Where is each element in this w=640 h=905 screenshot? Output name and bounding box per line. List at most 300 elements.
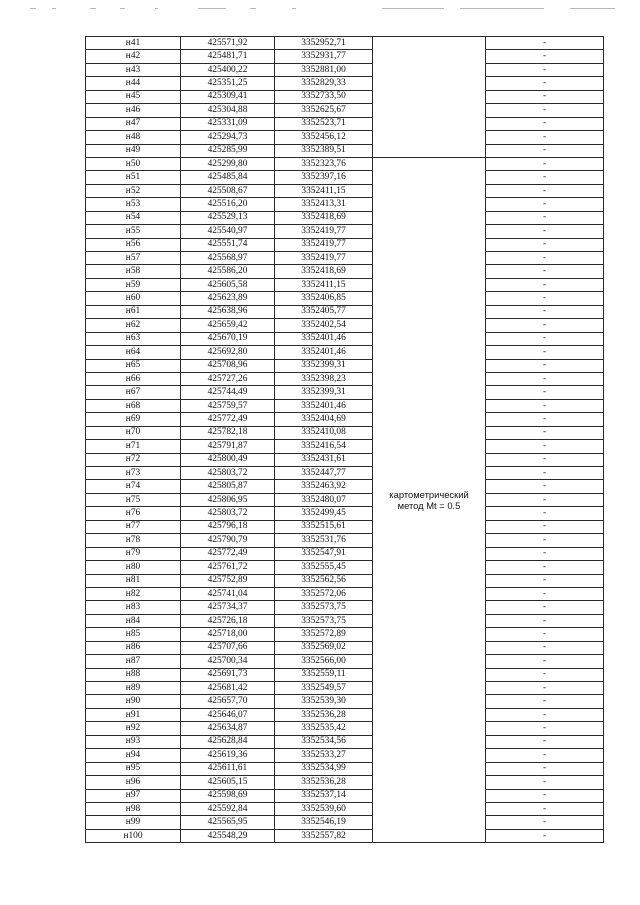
accuracy-cell: -	[486, 762, 604, 775]
point-name-cell: н48	[86, 131, 181, 144]
scan-header-artifact	[30, 8, 615, 14]
table-row	[86, 413, 604, 426]
accuracy-cell: -	[486, 547, 604, 560]
y-coordinate-cell: 3352401,46	[275, 399, 373, 412]
y-coordinate-cell: 3352401,46	[275, 346, 373, 359]
x-coordinate-cell: 425285,99	[181, 144, 275, 157]
y-coordinate-cell: 3352536,28	[275, 708, 373, 721]
y-coordinate-cell: 3352537,14	[275, 789, 373, 802]
accuracy-cell: -	[486, 319, 604, 332]
point-name-cell: н45	[86, 90, 181, 103]
y-coordinate-cell: 3352562,56	[275, 574, 373, 587]
point-name-cell: н92	[86, 722, 181, 735]
accuracy-cell: -	[486, 789, 604, 802]
accuracy-cell: -	[486, 574, 604, 587]
point-name-cell: н51	[86, 171, 181, 184]
accuracy-cell: -	[486, 104, 604, 117]
point-name-cell: н69	[86, 413, 181, 426]
table-row	[86, 278, 604, 291]
x-coordinate-cell: 425304,88	[181, 104, 275, 117]
x-coordinate-cell: 425485,84	[181, 171, 275, 184]
point-name-cell: н98	[86, 802, 181, 815]
x-coordinate-cell: 425759,57	[181, 399, 275, 412]
table-row	[86, 157, 604, 170]
x-coordinate-cell: 425634,87	[181, 722, 275, 735]
x-coordinate-cell: 425790,79	[181, 534, 275, 547]
point-name-cell: н49	[86, 144, 181, 157]
x-coordinate-cell: 425592,84	[181, 802, 275, 815]
accuracy-cell: -	[486, 816, 604, 829]
x-coordinate-cell: 425638,96	[181, 305, 275, 318]
accuracy-cell: -	[486, 802, 604, 815]
accuracy-cell: -	[486, 225, 604, 238]
accuracy-cell: -	[486, 682, 604, 695]
accuracy-cell: -	[486, 735, 604, 748]
point-name-cell: н95	[86, 762, 181, 775]
table-row	[86, 776, 604, 789]
table-row	[86, 50, 604, 63]
y-coordinate-cell: 3352733,50	[275, 90, 373, 103]
table-row	[86, 655, 604, 668]
table-row	[86, 735, 604, 748]
accuracy-cell: -	[486, 561, 604, 574]
accuracy-cell: -	[486, 278, 604, 291]
y-coordinate-cell: 3352419,77	[275, 225, 373, 238]
table-row	[86, 601, 604, 614]
accuracy-cell: -	[486, 601, 604, 614]
x-coordinate-cell: 425761,72	[181, 561, 275, 574]
point-name-cell: н59	[86, 278, 181, 291]
point-name-cell: н75	[86, 493, 181, 506]
point-name-cell: н70	[86, 426, 181, 439]
y-coordinate-cell: 3352829,33	[275, 77, 373, 90]
table-row	[86, 695, 604, 708]
table-row	[86, 346, 604, 359]
accuracy-cell: -	[486, 507, 604, 520]
method-cell-upper	[373, 37, 486, 158]
x-coordinate-cell: 425571,92	[181, 37, 275, 50]
y-coordinate-cell: 3352534,56	[275, 735, 373, 748]
table-row	[86, 789, 604, 802]
table-row	[86, 587, 604, 600]
point-name-cell: н78	[86, 534, 181, 547]
table-row	[86, 238, 604, 251]
y-coordinate-cell: 3352406,85	[275, 292, 373, 305]
y-coordinate-cell: 3352546,19	[275, 816, 373, 829]
y-coordinate-cell: 3352418,69	[275, 211, 373, 224]
accuracy-cell: -	[486, 493, 604, 506]
y-coordinate-cell: 3352515,61	[275, 520, 373, 533]
y-coordinate-cell: 3352557,82	[275, 829, 373, 842]
x-coordinate-cell: 425619,36	[181, 749, 275, 762]
point-name-cell: н81	[86, 574, 181, 587]
point-name-cell: н90	[86, 695, 181, 708]
accuracy-cell: -	[486, 668, 604, 681]
y-coordinate-cell: 3352401,46	[275, 332, 373, 345]
table-row	[86, 104, 604, 117]
point-name-cell: н41	[86, 37, 181, 50]
y-coordinate-cell: 3352410,08	[275, 426, 373, 439]
accuracy-cell: -	[486, 131, 604, 144]
x-coordinate-cell: 425744,49	[181, 386, 275, 399]
table-row	[86, 399, 604, 412]
y-coordinate-cell: 3352399,31	[275, 359, 373, 372]
y-coordinate-cell: 3352539,60	[275, 802, 373, 815]
point-name-cell: н53	[86, 198, 181, 211]
accuracy-cell: -	[486, 440, 604, 453]
point-name-cell: н71	[86, 440, 181, 453]
accuracy-cell: -	[486, 305, 604, 318]
y-coordinate-cell: 3352572,89	[275, 628, 373, 641]
table-row	[86, 762, 604, 775]
x-coordinate-cell: 425565,95	[181, 816, 275, 829]
x-coordinate-cell: 425598,69	[181, 789, 275, 802]
method-description-cell	[373, 157, 486, 842]
table-row	[86, 534, 604, 547]
table-row	[86, 332, 604, 345]
table-row	[86, 225, 604, 238]
point-name-cell: н91	[86, 708, 181, 721]
x-coordinate-cell: 425726,18	[181, 614, 275, 627]
x-coordinate-cell: 425707,66	[181, 641, 275, 654]
y-coordinate-cell: 3352536,28	[275, 776, 373, 789]
accuracy-cell: -	[486, 332, 604, 345]
point-name-cell: н83	[86, 601, 181, 614]
accuracy-cell: -	[486, 359, 604, 372]
point-name-cell: н47	[86, 117, 181, 130]
table-row	[86, 292, 604, 305]
point-name-cell: н85	[86, 628, 181, 641]
table-row	[86, 184, 604, 197]
x-coordinate-cell: 425540,97	[181, 225, 275, 238]
y-coordinate-cell: 3352416,54	[275, 440, 373, 453]
accuracy-cell: -	[486, 265, 604, 278]
y-coordinate-cell: 3352539,30	[275, 695, 373, 708]
x-coordinate-cell: 425586,20	[181, 265, 275, 278]
accuracy-cell: -	[486, 372, 604, 385]
accuracy-cell: -	[486, 171, 604, 184]
x-coordinate-cell: 425670,19	[181, 332, 275, 345]
table-row	[86, 802, 604, 815]
y-coordinate-cell: 3352431,61	[275, 453, 373, 466]
point-name-cell: н74	[86, 480, 181, 493]
y-coordinate-cell: 3352531,76	[275, 534, 373, 547]
x-coordinate-cell: 425718,00	[181, 628, 275, 641]
point-name-cell: н99	[86, 816, 181, 829]
y-coordinate-cell: 3352404,69	[275, 413, 373, 426]
x-coordinate-cell: 425734,37	[181, 601, 275, 614]
y-coordinate-cell: 3352411,15	[275, 278, 373, 291]
point-name-cell: н84	[86, 614, 181, 627]
table-row	[86, 561, 604, 574]
table-row	[86, 547, 604, 560]
table-row	[86, 467, 604, 480]
table-row	[86, 131, 604, 144]
point-name-cell: н61	[86, 305, 181, 318]
y-coordinate-cell: 3352569,02	[275, 641, 373, 654]
x-coordinate-cell: 425657,70	[181, 695, 275, 708]
accuracy-cell: -	[486, 90, 604, 103]
y-coordinate-cell: 3352535,42	[275, 722, 373, 735]
accuracy-cell: -	[486, 426, 604, 439]
table-row	[86, 144, 604, 157]
y-coordinate-cell: 3352547,91	[275, 547, 373, 560]
table-row	[86, 829, 604, 842]
point-name-cell: н80	[86, 561, 181, 574]
accuracy-cell: -	[486, 467, 604, 480]
y-coordinate-cell: 3352323,76	[275, 157, 373, 170]
x-coordinate-cell: 425741,04	[181, 587, 275, 600]
point-name-cell: н79	[86, 547, 181, 560]
y-coordinate-cell: 3352398,23	[275, 372, 373, 385]
accuracy-cell: -	[486, 77, 604, 90]
table-row	[86, 641, 604, 654]
table-row	[86, 628, 604, 641]
y-coordinate-cell: 3352931,77	[275, 50, 373, 63]
table-row	[86, 682, 604, 695]
point-name-cell: н58	[86, 265, 181, 278]
x-coordinate-cell: 425796,18	[181, 520, 275, 533]
x-coordinate-cell: 425309,41	[181, 90, 275, 103]
accuracy-cell: -	[486, 211, 604, 224]
accuracy-cell: -	[486, 346, 604, 359]
point-name-cell: н50	[86, 157, 181, 170]
table-row	[86, 480, 604, 493]
y-coordinate-cell: 3352625,67	[275, 104, 373, 117]
x-coordinate-cell: 425806,95	[181, 493, 275, 506]
table-row	[86, 305, 604, 318]
accuracy-cell: -	[486, 50, 604, 63]
table-row	[86, 722, 604, 735]
coordinates-table-body	[86, 37, 604, 843]
table-row	[86, 198, 604, 211]
table-row	[86, 265, 604, 278]
y-coordinate-cell: 3352573,75	[275, 601, 373, 614]
point-name-cell: н67	[86, 386, 181, 399]
y-coordinate-cell: 3352399,31	[275, 386, 373, 399]
point-name-cell: н55	[86, 225, 181, 238]
x-coordinate-cell: 425803,72	[181, 467, 275, 480]
x-coordinate-cell: 425803,72	[181, 507, 275, 520]
y-coordinate-cell: 3352952,71	[275, 37, 373, 50]
y-coordinate-cell: 3352549,57	[275, 682, 373, 695]
point-name-cell: н57	[86, 252, 181, 265]
table-row	[86, 749, 604, 762]
point-name-cell: н54	[86, 211, 181, 224]
y-coordinate-cell: 3352405,77	[275, 305, 373, 318]
y-coordinate-cell: 3352559,11	[275, 668, 373, 681]
point-name-cell: н94	[86, 749, 181, 762]
accuracy-cell: -	[486, 480, 604, 493]
y-coordinate-cell: 3352402,54	[275, 319, 373, 332]
table-row	[86, 319, 604, 332]
table-row	[86, 520, 604, 533]
x-coordinate-cell: 425692,80	[181, 346, 275, 359]
point-name-cell: н64	[86, 346, 181, 359]
x-coordinate-cell: 425772,49	[181, 547, 275, 560]
accuracy-cell: -	[486, 399, 604, 412]
point-name-cell: н46	[86, 104, 181, 117]
accuracy-cell: -	[486, 386, 604, 399]
y-coordinate-cell: 3352419,77	[275, 238, 373, 251]
table-row	[86, 708, 604, 721]
y-coordinate-cell: 3352419,77	[275, 252, 373, 265]
y-coordinate-cell: 3352566,00	[275, 655, 373, 668]
table-row	[86, 372, 604, 385]
table-row	[86, 453, 604, 466]
x-coordinate-cell: 425611,61	[181, 762, 275, 775]
point-name-cell: н100	[86, 829, 181, 842]
point-name-cell: н96	[86, 776, 181, 789]
x-coordinate-cell: 425551,74	[181, 238, 275, 251]
table-row	[86, 386, 604, 399]
point-name-cell: н63	[86, 332, 181, 345]
point-name-cell: н65	[86, 359, 181, 372]
y-coordinate-cell: 3352389,51	[275, 144, 373, 157]
x-coordinate-cell: 425800,49	[181, 453, 275, 466]
x-coordinate-cell: 425691,73	[181, 668, 275, 681]
table-row	[86, 252, 604, 265]
x-coordinate-cell: 425623,89	[181, 292, 275, 305]
accuracy-cell: -	[486, 238, 604, 251]
x-coordinate-cell: 425400,22	[181, 63, 275, 76]
accuracy-cell: -	[486, 453, 604, 466]
coordinates-table	[85, 36, 604, 843]
y-coordinate-cell: 3352572,06	[275, 587, 373, 600]
accuracy-cell: -	[486, 776, 604, 789]
y-coordinate-cell: 3352418,69	[275, 265, 373, 278]
x-coordinate-cell: 425605,15	[181, 776, 275, 789]
point-name-cell: н43	[86, 63, 181, 76]
y-coordinate-cell: 3352881,00	[275, 63, 373, 76]
point-name-cell: н82	[86, 587, 181, 600]
accuracy-cell: -	[486, 722, 604, 735]
accuracy-cell: -	[486, 749, 604, 762]
accuracy-cell: -	[486, 695, 604, 708]
point-name-cell: н97	[86, 789, 181, 802]
accuracy-cell: -	[486, 708, 604, 721]
point-name-cell: н60	[86, 292, 181, 305]
table-row	[86, 77, 604, 90]
y-coordinate-cell: 3352480,07	[275, 493, 373, 506]
accuracy-cell: -	[486, 144, 604, 157]
accuracy-cell: -	[486, 157, 604, 170]
x-coordinate-cell: 425727,26	[181, 372, 275, 385]
y-coordinate-cell: 3352523,71	[275, 117, 373, 130]
accuracy-cell: -	[486, 252, 604, 265]
accuracy-cell: -	[486, 829, 604, 842]
y-coordinate-cell: 3352456,12	[275, 131, 373, 144]
table-row	[86, 171, 604, 184]
point-name-cell: н89	[86, 682, 181, 695]
accuracy-cell: -	[486, 628, 604, 641]
x-coordinate-cell: 425351,25	[181, 77, 275, 90]
x-coordinate-cell: 425646,07	[181, 708, 275, 721]
table-row	[86, 614, 604, 627]
x-coordinate-cell: 425782,18	[181, 426, 275, 439]
x-coordinate-cell: 425529,13	[181, 211, 275, 224]
table-row	[86, 117, 604, 130]
accuracy-cell: -	[486, 520, 604, 533]
point-name-cell: н56	[86, 238, 181, 251]
accuracy-cell: -	[486, 413, 604, 426]
accuracy-cell: -	[486, 63, 604, 76]
accuracy-cell: -	[486, 614, 604, 627]
point-name-cell: н77	[86, 520, 181, 533]
x-coordinate-cell: 425331,09	[181, 117, 275, 130]
table-row	[86, 211, 604, 224]
y-coordinate-cell: 3352573,75	[275, 614, 373, 627]
x-coordinate-cell: 425752,89	[181, 574, 275, 587]
table-row	[86, 426, 604, 439]
point-name-cell: н87	[86, 655, 181, 668]
y-coordinate-cell: 3352533,27	[275, 749, 373, 762]
x-coordinate-cell: 425681,42	[181, 682, 275, 695]
accuracy-cell: -	[486, 198, 604, 211]
accuracy-cell: -	[486, 292, 604, 305]
accuracy-cell: -	[486, 641, 604, 654]
accuracy-cell: -	[486, 534, 604, 547]
point-name-cell: н86	[86, 641, 181, 654]
y-coordinate-cell: 3352499,45	[275, 507, 373, 520]
x-coordinate-cell: 425628,84	[181, 735, 275, 748]
table-row	[86, 668, 604, 681]
point-name-cell: н66	[86, 372, 181, 385]
accuracy-cell: -	[486, 37, 604, 50]
table-row	[86, 816, 604, 829]
accuracy-cell: -	[486, 117, 604, 130]
x-coordinate-cell: 425481,71	[181, 50, 275, 63]
x-coordinate-cell: 425708,96	[181, 359, 275, 372]
table-row	[86, 440, 604, 453]
x-coordinate-cell: 425805,87	[181, 480, 275, 493]
y-coordinate-cell: 3352463,92	[275, 480, 373, 493]
point-name-cell: н76	[86, 507, 181, 520]
point-name-cell: н73	[86, 467, 181, 480]
x-coordinate-cell: 425299,80	[181, 157, 275, 170]
x-coordinate-cell: 425772,49	[181, 413, 275, 426]
x-coordinate-cell: 425294,73	[181, 131, 275, 144]
point-name-cell: н44	[86, 77, 181, 90]
y-coordinate-cell: 3352534,99	[275, 762, 373, 775]
point-name-cell: н42	[86, 50, 181, 63]
point-name-cell: н52	[86, 184, 181, 197]
y-coordinate-cell: 3352555,45	[275, 561, 373, 574]
point-name-cell: н68	[86, 399, 181, 412]
point-name-cell: н62	[86, 319, 181, 332]
method-name-text: картометрический	[389, 489, 469, 501]
accuracy-cell: -	[486, 587, 604, 600]
x-coordinate-cell: 425791,87	[181, 440, 275, 453]
x-coordinate-cell: 425568,97	[181, 252, 275, 265]
y-coordinate-cell: 3352413,31	[275, 198, 373, 211]
table-row	[86, 493, 604, 506]
table-row	[86, 90, 604, 103]
y-coordinate-cell: 3352447,77	[275, 467, 373, 480]
point-name-cell: н88	[86, 668, 181, 681]
point-name-cell: н93	[86, 735, 181, 748]
x-coordinate-cell: 425508,67	[181, 184, 275, 197]
x-coordinate-cell: 425548,29	[181, 829, 275, 842]
accuracy-cell: -	[486, 655, 604, 668]
accuracy-cell: -	[486, 184, 604, 197]
table-row	[86, 359, 604, 372]
table-row	[86, 63, 604, 76]
y-coordinate-cell: 3352411,15	[275, 184, 373, 197]
x-coordinate-cell: 425659,42	[181, 319, 275, 332]
table-row	[86, 507, 604, 520]
method-accuracy-text: метод Mt = 0.5	[397, 500, 461, 512]
